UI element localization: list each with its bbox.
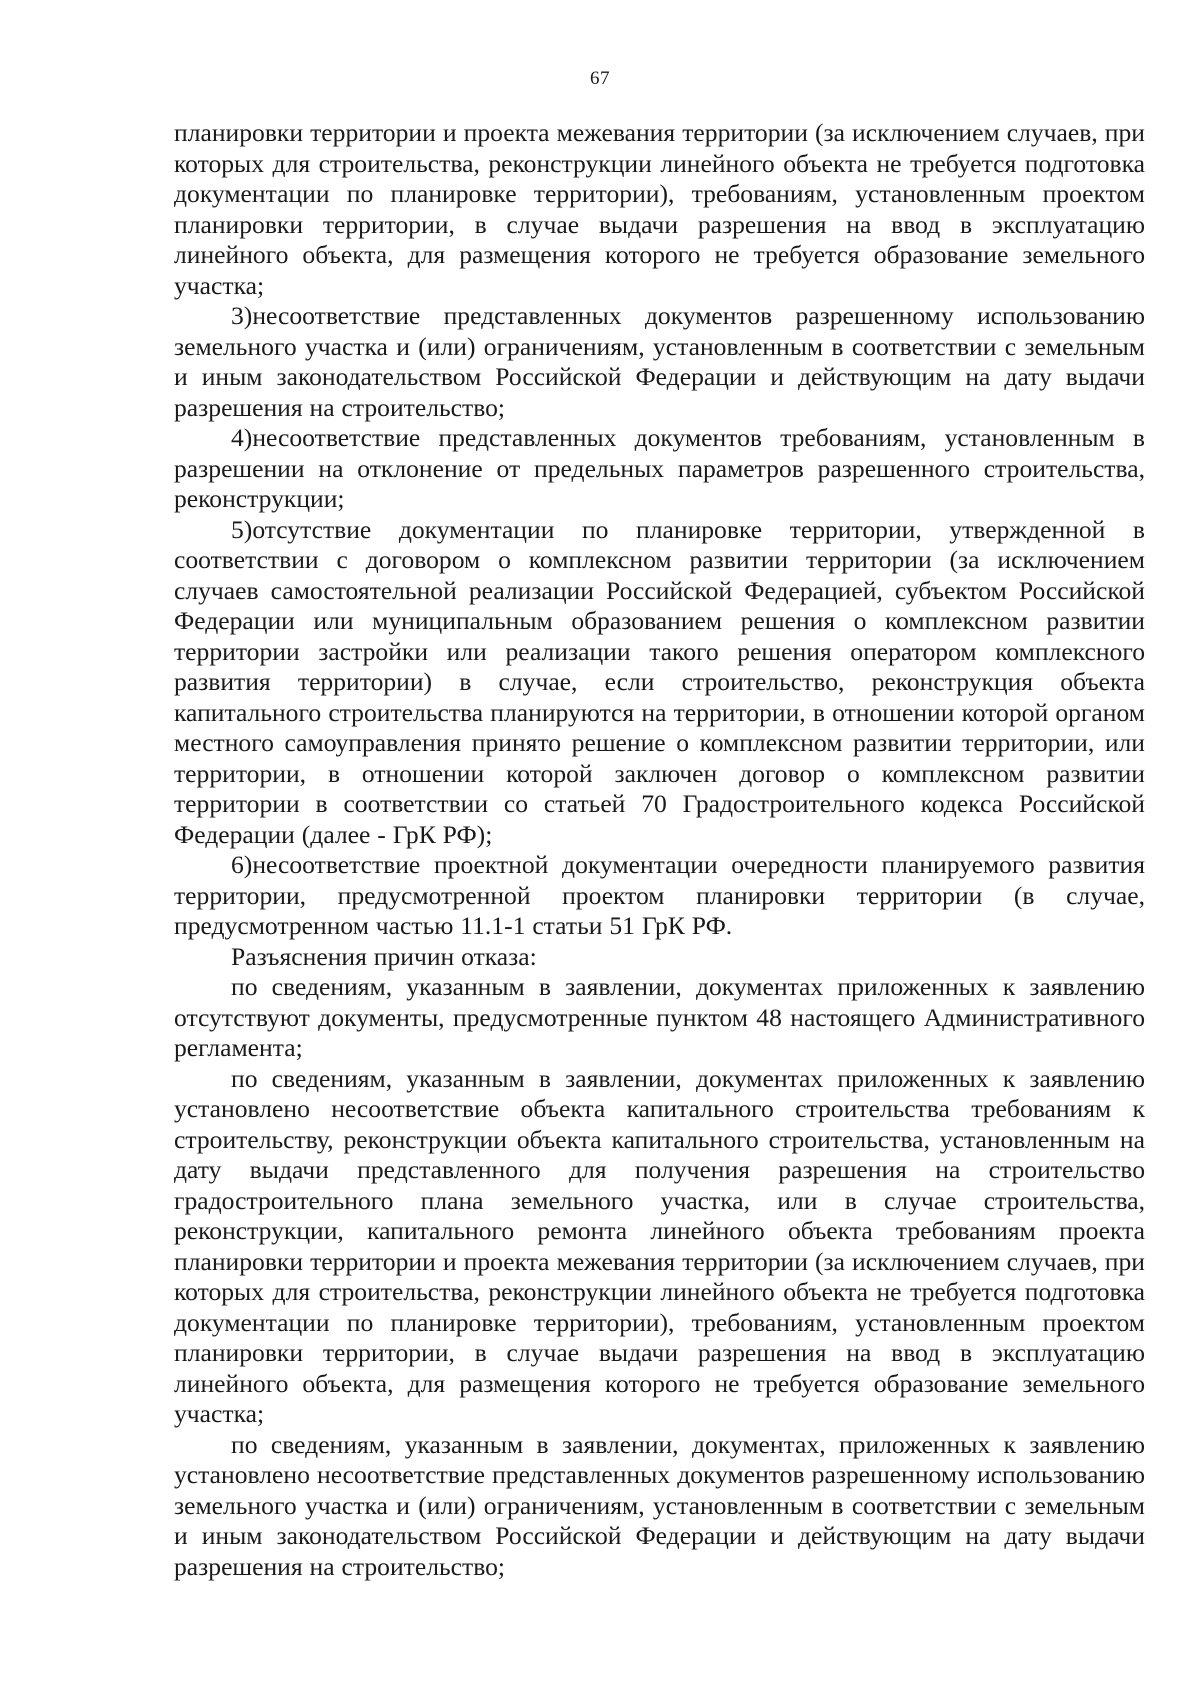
refusal-reason-object-nonconformity: по сведениям, указанным в заявлении, документах приложенных к заявлению установлено несоответствие объекта капитального строительства требованиям к строительству, реконструкции объекта капитального строительства, установленным на дату выдачи представленного для получения разрешения на строительство градостроительного плана земельного участка, или в случае строительства, реконструкции, капитального ремонта линейного объекта требованиям проекта планировки территории и проекта межевания территории (за исключением случаев, при которых для строительства, реконструкции линейного объекта не требуется подготовка документации по планировке территории), требованиям, установленным проектом планировки территории, в случае выдачи разрешения на ввод в эксплуатацию линейного объекта, для размещения которого не требуется образование земельного участка;	[174, 1063, 1145, 1428]
refusal-reason-land-use-nonconformity: по сведениям, указанным в заявлении, документах, приложенных к заявлению установлено несоответствие представленных документов разрешенному использованию земельного участка и (или) ограничениям, установленным в соответствии с земельным и иным законодательством Российской Федерации и действующим на дату выдачи разрешения на строительство;	[174, 1429, 1145, 1581]
paragraph-item-6: 6)несоответствие проектной документации очередности планируемого развития территории, предусмотренной проектом планировки территории (в случае, предусмотренном частью 11.1-1 статьи 51 ГрК РФ.	[174, 850, 1145, 940]
paragraph-item-5: 5)отсутствие документации по планировке территории, утвержденной в соответствии с договором о комплексном развитии территории (за исключением случаев самостоятельной реализации Российской Федерацией, субъектом Российской Федерации или муниципальным образованием решения о комплексном развитии территории застройки или реализации такого решения оператором комплексного развития территории) в случае, если строительство, реконструкция объекта капитального строительства планируются на территории, в отношении которой органом местного самоуправления принято решение о комплексном развитии территории, или территории, в отношении которой заключен договор о комплексном развитии территории в соответствии со статьей 70 Градостроительного кодекса Российской Федерации (далее - ГрК РФ);	[174, 514, 1145, 849]
page-number: 67	[590, 68, 610, 89]
refusal-reason-missing-documents: по сведениям, указанным в заявлении, документах приложенных к заявлению отсутствуют документы, предусмотренные пунктом 48 настоящего Административного регламента;	[174, 972, 1145, 1062]
paragraph-item-4: 4)несоответствие представленных документов требованиям, установленным в разрешении на отклонение от предельных параметров разрешенного строительства, реконструкции;	[174, 423, 1145, 513]
paragraph-item-3: 3)несоответствие представленных документов разрешенному использованию земельного участка и (или) ограничениям, установленным в соответствии с земельным и иным законодательством Российской Федерации и действующим на дату выдачи разрешения на строительство;	[174, 301, 1145, 422]
paragraph-continuation: планировки территории и проекта межевания территории (за исключением случаев, при которых для строительства, реконструкции линейного объекта не требуется подготовка документации по планировке территории), требованиям, установленным проектом планировки территории, в случае выдачи разрешения на ввод в эксплуатацию линейного объекта, для размещения которого не требуется образование земельного участка;	[174, 118, 1145, 300]
refusal-reasons-heading: Разъяснения причин отказа:	[231, 941, 537, 971]
document-body	[174, 118, 1145, 1582]
